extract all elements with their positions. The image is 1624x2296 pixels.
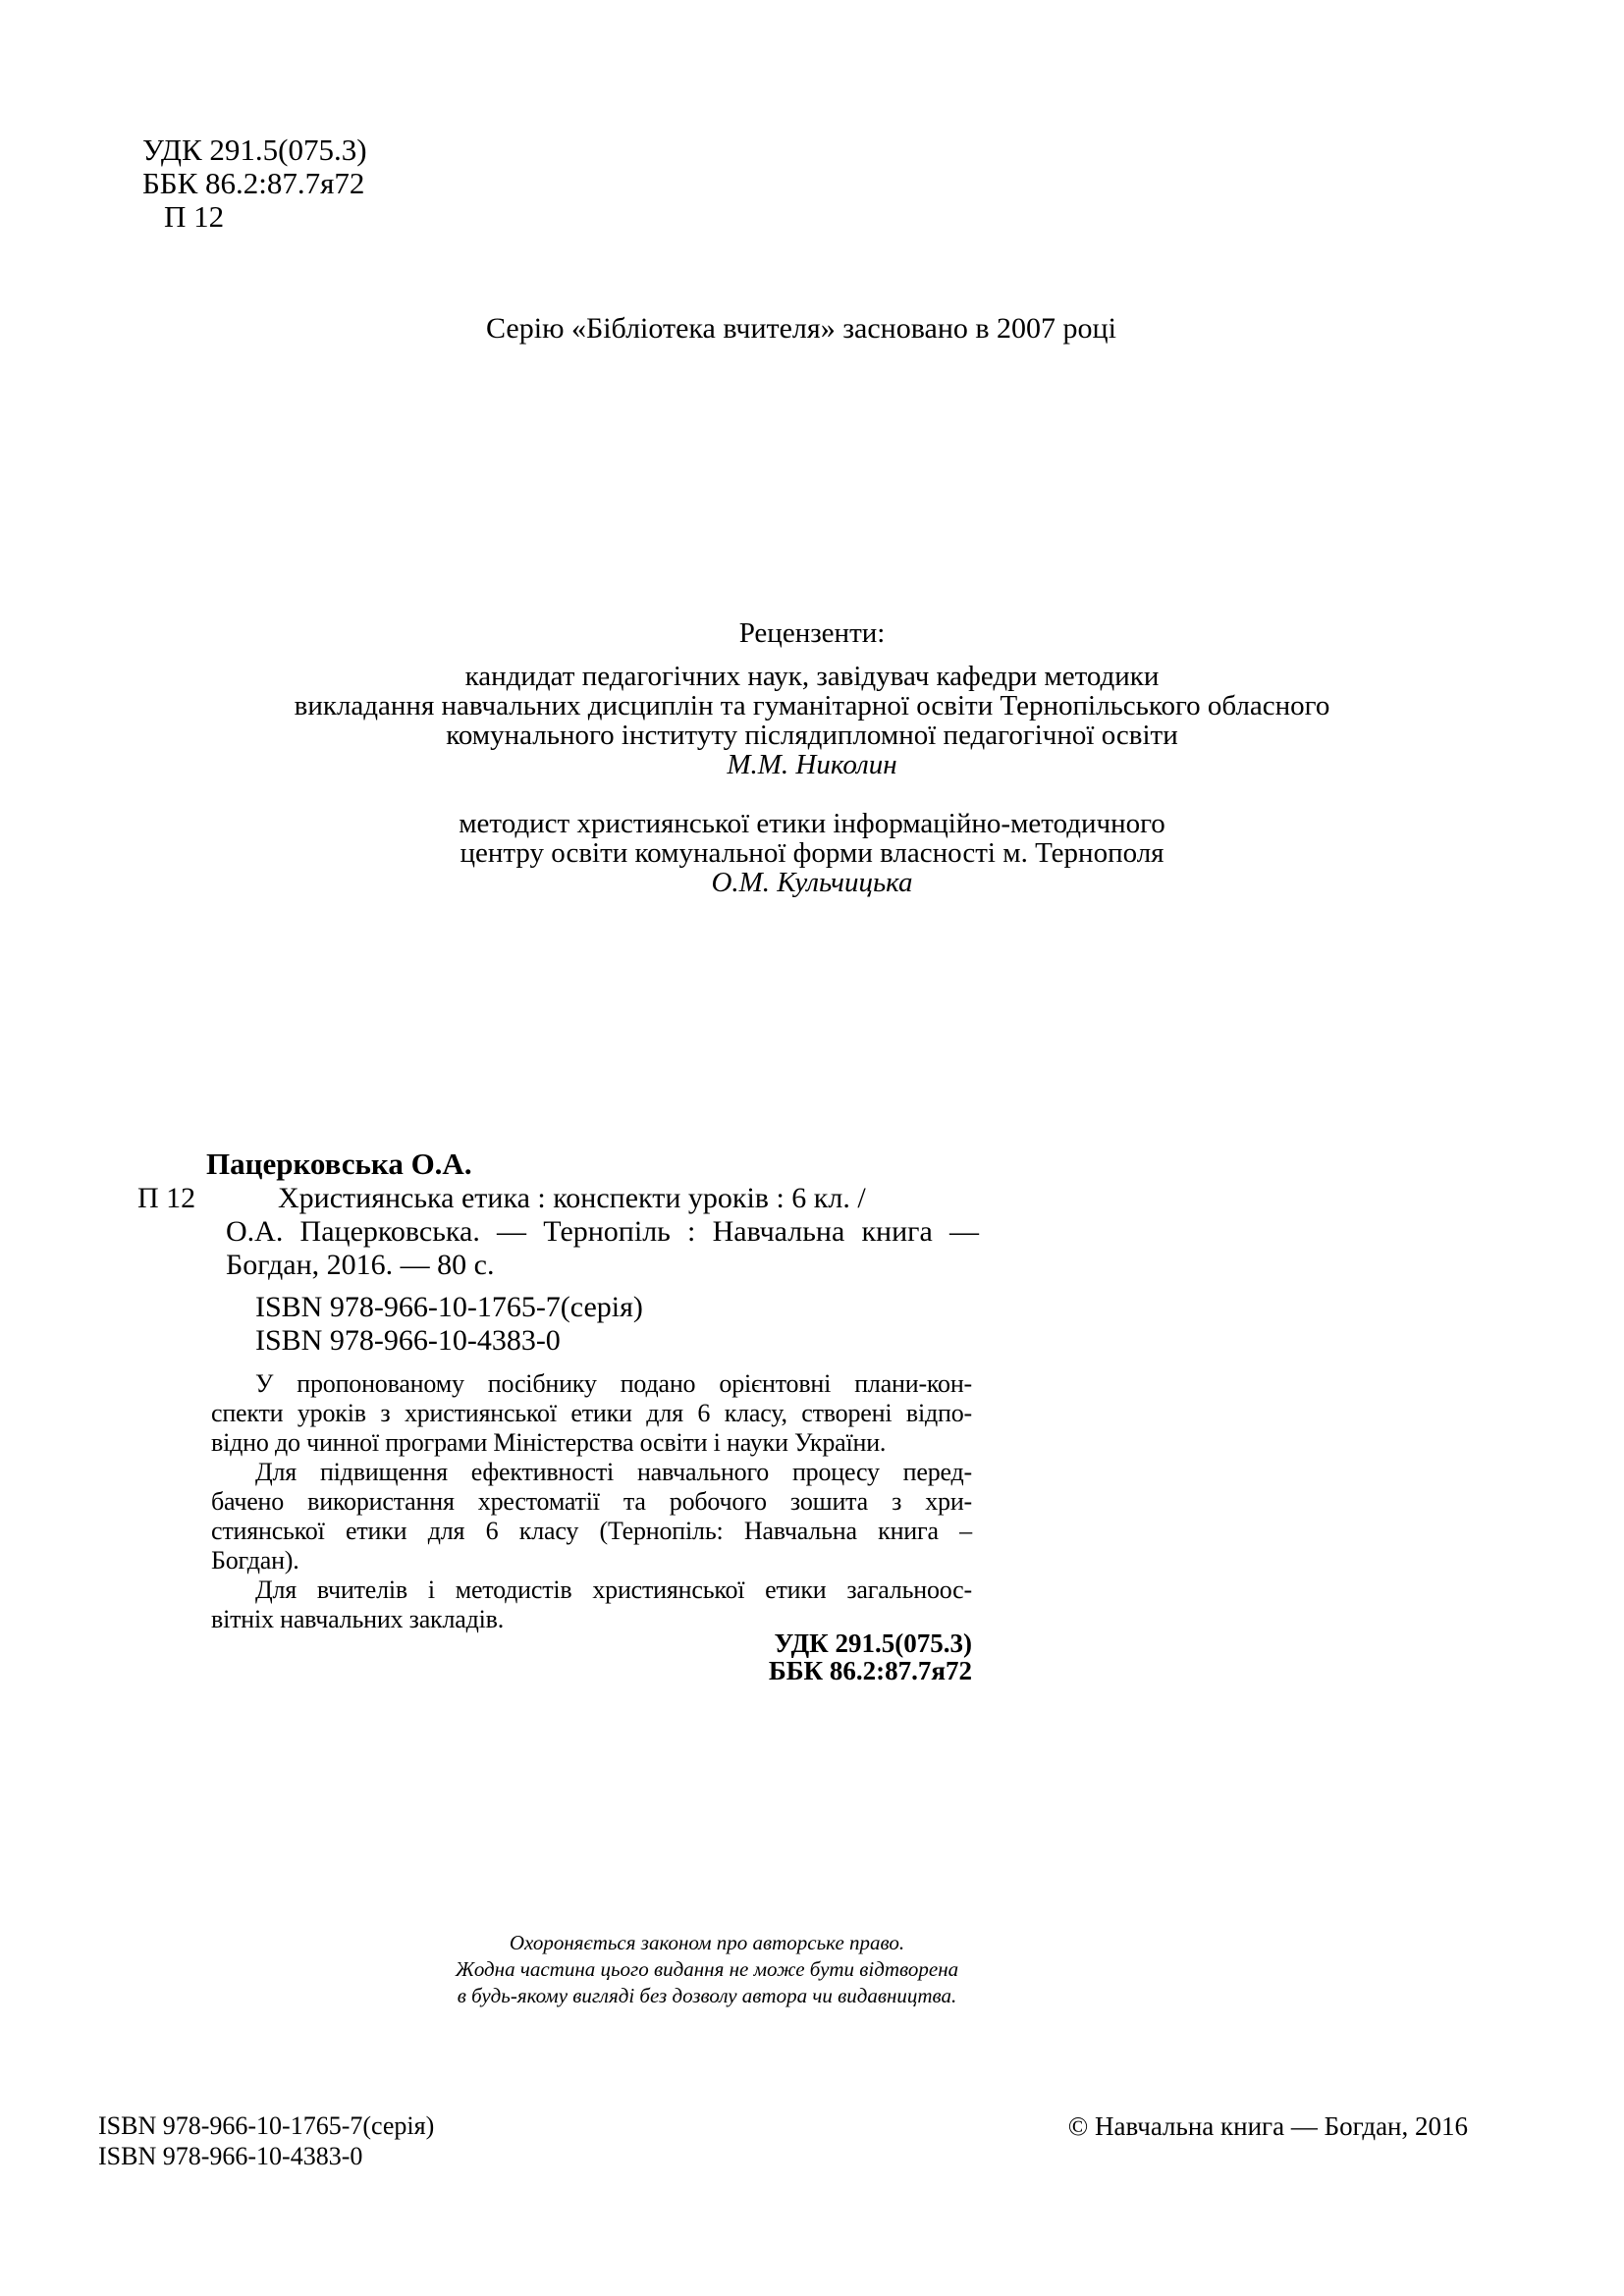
copyright-notice-line: в будь-якому вигляді без дозволу автора чи видавництва. bbox=[457, 1984, 957, 2007]
udk-code: УДК 291.5(075.3) bbox=[142, 133, 367, 167]
annotation-line: спекти уроків з християнської етики для 6 класу, створені відпо- bbox=[211, 1399, 972, 1427]
annotation-line: Богдан). bbox=[211, 1546, 299, 1575]
isbn-series: ISBN 978-966-10-1765-7(серія) bbox=[255, 1291, 643, 1323]
footer-isbn-series: ISBN 978-966-10-1765-7(серія) bbox=[98, 2111, 435, 2140]
reviewer-1-line: викладання навчальних дисциплін та гуманітарної освіти Тернопільського обласного bbox=[294, 690, 1330, 721]
reviewers-block bbox=[0, 618, 1624, 897]
spacer bbox=[0, 779, 1624, 809]
catalog-card-line: Богдан, 2016. — 80 с. bbox=[226, 1249, 495, 1281]
copyright-protection-notice bbox=[0, 1930, 1414, 2009]
copyright-notice-line: Жодна частина цього видання не може бути відтворена bbox=[455, 1957, 959, 1981]
reviewer-1-line: кандидат педагогічних наук, завідувач кафедри методики bbox=[464, 661, 1160, 692]
isbn-volume: ISBN 978-966-10-4383-0 bbox=[255, 1324, 561, 1357]
catalog-card-title: Християнська етика : конспекти уроків : 6 кл. / bbox=[278, 1182, 866, 1214]
author-sign-code: П 12 bbox=[164, 199, 225, 234]
catalog-card-author: Пацерковська О.А. bbox=[206, 1147, 472, 1181]
reviewer-1-name: М.М. Николин bbox=[727, 749, 897, 780]
annotation-line: Для підвищення ефективності навчального процесу перед- bbox=[255, 1458, 972, 1486]
bbk-code: ББК 86.2:87.7я72 bbox=[142, 166, 365, 200]
copyright-notice-line: Охороняється законом про авторське право. bbox=[509, 1931, 905, 1954]
footer-publisher-copyright: © Навчальна книга — Богдан, 2016 bbox=[1067, 2111, 1468, 2141]
reviewer-2-name: О.М. Кульчицька bbox=[711, 867, 913, 898]
annotation-line: відно до чинної програми Міністерства освіти і науки України. bbox=[211, 1428, 887, 1457]
reviewer-2-line: методист християнської етики інформаційно-методичного bbox=[459, 808, 1165, 839]
footer-isbn-block bbox=[98, 2110, 434, 2171]
catalog-card-sigla: П 12 bbox=[137, 1182, 196, 1214]
catalog-card-line: О.А. Пацерковська. — Тернопіль : Навчальна книга — bbox=[226, 1215, 979, 1248]
reviewer-1-line: комунального інституту післядипломної педагогічної освіти bbox=[446, 720, 1178, 751]
footer-isbn-volume: ISBN 978-966-10-4383-0 bbox=[98, 2142, 363, 2170]
top-cataloguing-codes bbox=[142, 133, 367, 234]
bbk-code-bottom: ББК 86.2:87.7я72 bbox=[768, 1656, 972, 1685]
reviewer-2-line: центру освіти комунальної форми власності м. Тернополя bbox=[460, 837, 1164, 869]
isbn-block bbox=[255, 1291, 643, 1358]
annotation-line: бачено використання хрестоматії та робочого зошита з хри- bbox=[211, 1487, 972, 1516]
annotation-line: У пропонованому посібнику подано орієнтовні плани-кон- bbox=[255, 1369, 972, 1398]
annotation-line: Для вчителів і методистів християнської етики загальноос- bbox=[255, 1575, 972, 1604]
reviewers-heading: Рецензенти: bbox=[738, 617, 886, 649]
udk-code-bottom: УДК 291.5(075.3) bbox=[774, 1629, 972, 1658]
annotation-line: стиянської етики для 6 класу (Тернопіль: Навчальна книга – bbox=[211, 1517, 972, 1545]
annotation-line: вітніх навчальних закладів. bbox=[211, 1605, 505, 1633]
bottom-cataloguing-codes bbox=[211, 1629, 972, 1684]
series-founded-note: Серію «Бібліотека вчителя» засновано в 2007 році bbox=[486, 312, 1116, 345]
annotation-block bbox=[211, 1369, 972, 1634]
